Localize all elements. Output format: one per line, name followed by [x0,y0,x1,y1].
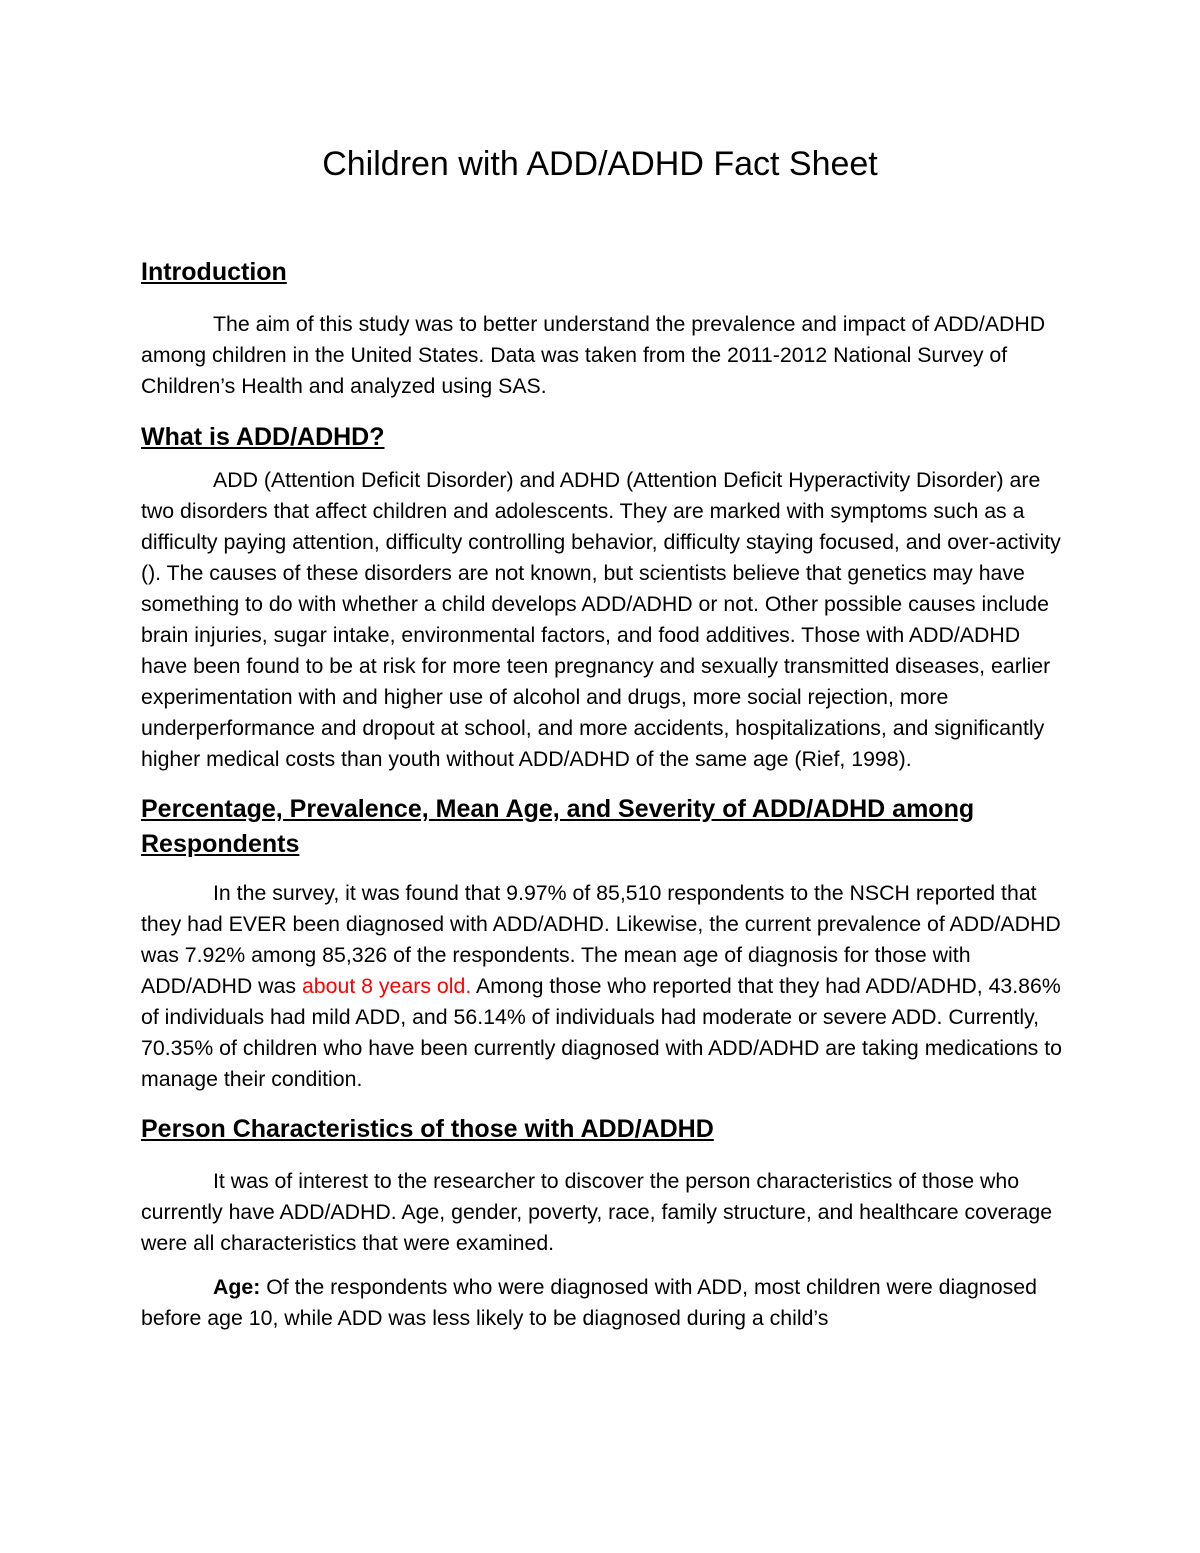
document-body [141,255,1066,1334]
heading-percentage-prevalence: Percentage, Prevalence, Mean Age, and Severity of ADD/ADHD among Respondents [141,795,975,858]
paragraph-age [141,1272,1066,1334]
highlighted-mean-age: about 8 years old. [301,974,472,998]
heading-what-is-add-adhd: What is ADD/ADHD? [141,423,385,451]
heading-introduction: Introduction [141,258,287,286]
paragraph-percentage-prevalence [141,878,1066,1095]
document-title: Children with ADD/ADHD Fact Sheet [322,145,878,183]
age-label: Age: [213,1275,261,1299]
paragraph-person-characteristics: It was of interest to the researcher to discover the person characteristics of those who currently have ADD/ADHD. Age, gender, poverty, race, family structure, and healthcare coverage were all characteristics that were examined. [141,1169,1053,1255]
paragraph-what-is-add-adhd: ADD (Attention Deficit Disorder) and ADHD (Attention Deficit Hyperactivity Disorder) are two disorders that affect children and adolescents. They are marked with symptoms such as a difficulty paying attention, difficulty controlling behavior, difficulty staying focused, and over-activity (). The causes of these disorders are not known, but scientists believe that genetics may have something to do with whether a child develops ADD/ADHD or not. Other possible causes include brain injuries, sugar intake, environmental factors, and food additives. Those with ADD/ADHD have been found to be at risk for more teen pregnancy and sexually transmitted diseases, earlier experimentation with and higher use of alcohol and drugs, more social rejection, more underperformance and dropout at school, and more accidents, hospitalizations, and significantly higher medical costs than youth without ADD/ADHD of the same age (Rief, 1998). [141,468,1061,771]
pct-text-before: In the survey, it was found that 9.97% of 85,510 respondents to the NSCH reported that they had EVER been diagnosed with ADD/ADHD. Likewise, the current prevalence of ADD/ADHD was 7.92% among 85,326 of the respondents. The mean age of diagnosis for those with ADD/ADHD was [141,881,1061,998]
heading-person-characteristics: Person Characteristics of those with ADD/ADHD [141,1115,714,1143]
paragraph-introduction: The aim of this study was to better understand the prevalence and impact of ADD/ADHD among children in the United States. Data was taken from the 2011-2012 National Survey of Children’s Health and analyzed using SAS. [141,312,1046,398]
pct-text-after: Among those who reported that they had ADD/ADHD, 43.86% of individuals had mild ADD, and 56.14% of individuals had moderate or severe ADD. Currently, 70.35% of children who have been currently diagnosed with ADD/ADHD are taking medications to manage their condition. [141,974,1063,1091]
age-text: Of the respondents who were diagnosed with ADD, most children were diagnosed before age 10, while ADD was less likely to be diagnosed during a child’s [141,1275,1037,1330]
